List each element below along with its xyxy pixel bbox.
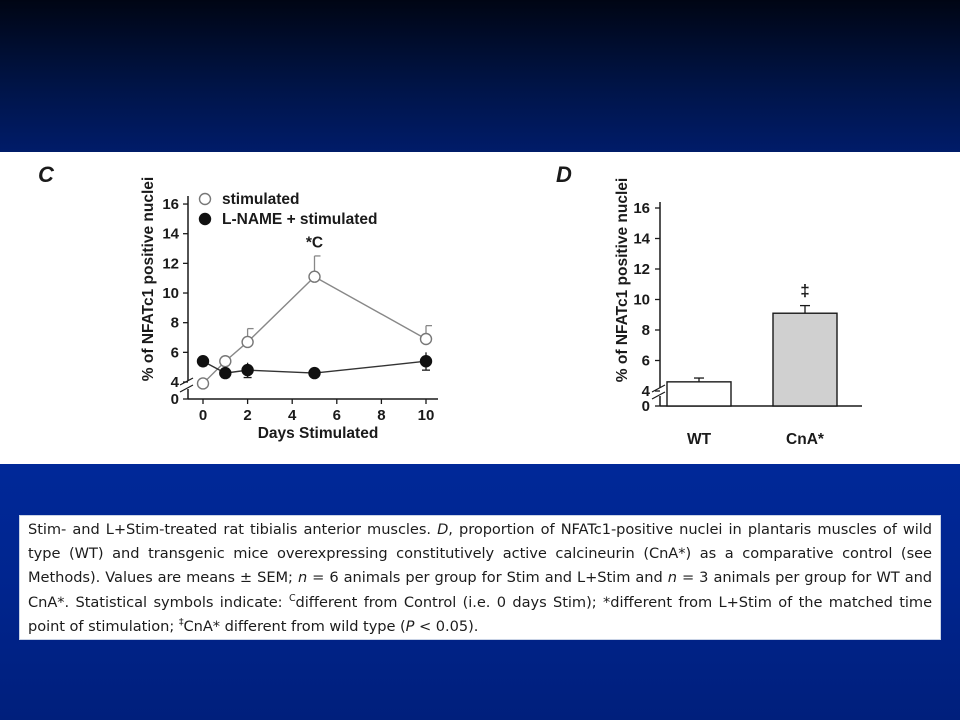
- y-tick-label: 4: [170, 374, 179, 391]
- caption-superscript-dagger: ‡: [178, 616, 184, 628]
- x-tick-label: 8: [377, 407, 386, 424]
- caption-p-symbol: P: [405, 617, 415, 635]
- caption-text: [28, 518, 932, 639]
- stimulated-data-point: [421, 333, 432, 344]
- stimulated-data-point: [309, 271, 320, 282]
- legend-label-stimulated: stimulated: [222, 191, 300, 208]
- lname-data-point: [309, 368, 320, 379]
- x-tick-label: 6: [332, 407, 341, 424]
- significance-annotation: *C: [305, 234, 324, 252]
- panel-c-label: C: [38, 162, 54, 187]
- y-tick-label: 16: [162, 196, 179, 214]
- legend-label-lname: L-NAME + stimulated: [222, 211, 378, 228]
- stimulated-data-point: [242, 336, 253, 347]
- caption-part: , proportion of NFATc1-positive nuclei in plantaris muscles of wild type (WT) and transgenic mice overexpressing constitutively active calcineurin (CnA*) as a comparative control (see Methods). Values are means ± SEM;: [28, 521, 932, 587]
- y-tick-label: 4: [641, 383, 650, 400]
- figure-svg: [0, 152, 960, 464]
- caption-panel-ref: D: [437, 521, 449, 538]
- caption-n-symbol: n: [667, 569, 677, 587]
- panel-d-y-axis-label: % of NFATc1 positive nuclei: [614, 177, 631, 383]
- caption-part: different from Control (i.e. 0 days Stim); *different from L+Stim of the matched time point of stimulation;: [28, 593, 933, 635]
- x-category-label: WT: [686, 431, 712, 448]
- stimulated-data-point: [220, 356, 231, 367]
- y-tick-label: 10: [633, 291, 650, 309]
- caption-part: Stim- and L+Stim-treated rat tibialis anterior muscles.: [28, 521, 438, 538]
- y-tick-label: 0: [170, 391, 179, 408]
- panel-c-y-axis-label: % of NFATc1 positive nuclei: [140, 176, 157, 382]
- caption-n-symbol: n: [297, 569, 308, 587]
- y-tick-label: 6: [641, 352, 650, 370]
- y-tick-label: 14: [633, 230, 650, 248]
- figure-caption: [20, 516, 940, 639]
- panel-c-chart: [38, 162, 438, 442]
- y-tick-label: 14: [162, 225, 179, 243]
- caption-superscript-c: C: [288, 592, 296, 604]
- panel-c-x-axis-label: Days Stimulated: [257, 425, 379, 442]
- significance-annotation: ‡: [800, 280, 810, 300]
- bar-cna: [773, 313, 837, 406]
- x-category-label: CnA*: [786, 431, 824, 448]
- y-tick-label: 16: [633, 200, 650, 217]
- figure-panel: [0, 152, 960, 464]
- y-tick-label: 8: [170, 314, 179, 332]
- lname-data-point: [198, 356, 209, 367]
- stimulated-data-point: [198, 378, 209, 389]
- bar-wt: [667, 382, 731, 406]
- y-tick-label: 6: [170, 344, 179, 362]
- panel-d-axis-break-mark: [652, 385, 665, 399]
- panel-d-label: D: [556, 162, 572, 187]
- y-tick-label: 12: [162, 255, 179, 273]
- caption-part: < 0.05).: [414, 617, 479, 635]
- x-tick-label: 0: [198, 407, 208, 424]
- x-tick-label: 2: [243, 407, 252, 424]
- x-tick-label: 4: [288, 407, 297, 424]
- legend-marker-lname: [200, 214, 211, 225]
- legend-marker-stimulated: [200, 194, 211, 205]
- lname-data-point: [220, 368, 231, 379]
- caption-part: = 3 animals per group for WT and CnA*. Statistical symbols indicate:: [28, 569, 932, 611]
- panel-d-chart: [556, 162, 862, 448]
- caption-part: = 6 animals per group for Stim and L+Stim and: [307, 569, 668, 587]
- x-tick-label: 10: [417, 407, 435, 424]
- lname-data-point: [421, 356, 432, 367]
- caption-part: CnA* different from wild type (: [183, 617, 406, 635]
- panel-c-axis-break-mark: [180, 378, 193, 392]
- y-tick-label: 0: [641, 398, 650, 415]
- lname-data-point: [242, 365, 253, 376]
- y-tick-label: 10: [162, 285, 179, 303]
- y-tick-label: 8: [641, 322, 650, 339]
- y-tick-label: 12: [633, 261, 650, 278]
